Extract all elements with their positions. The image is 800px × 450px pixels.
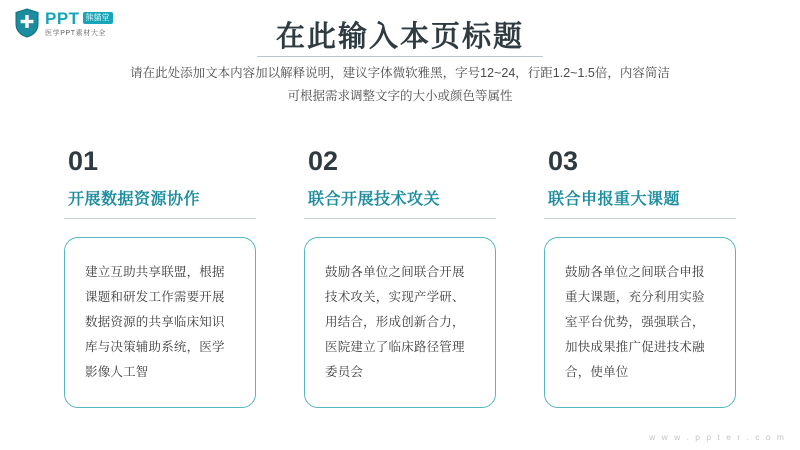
- column-body-text: 建立互助共享联盟，根据课题和研发工作需要开展数据资源的共享临床知识库与决策辅助系统，医学影像人工智: [85, 265, 225, 379]
- column-body-text: 鼓励各单位之间联合申报重大课题，充分利用实验室平台优势，强强联合，加快成果推广促进技术融合，使单位: [565, 265, 705, 379]
- page-title: 在此输入本页标题: [275, 21, 524, 53]
- column-02: [304, 148, 496, 408]
- column-number: 03: [548, 146, 579, 176]
- footer-watermark: w w w . p p t e r . c o m: [649, 432, 786, 442]
- column-divider: [304, 218, 496, 219]
- column-body-text: 鼓励各单位之间联合开展技术攻关，实现产学研、用结合，形成创新合力，医院建立了临床路径管理委员会: [325, 265, 465, 379]
- column-heading: 开展数据资源协作: [68, 191, 201, 208]
- column-card: [544, 237, 736, 408]
- column-card: [64, 237, 256, 408]
- column-divider: [64, 218, 256, 219]
- title-divider: [257, 56, 543, 57]
- page-subtitle: [0, 62, 800, 108]
- logo-brand-text: PPT: [45, 8, 80, 28]
- content-columns: [0, 148, 800, 408]
- logo-badge: 熊貓堂: [83, 12, 113, 24]
- column-divider: [544, 218, 736, 219]
- column-03: [544, 148, 736, 408]
- logo-tagline: 医学PPT素材大全: [45, 29, 107, 37]
- column-heading: 联合开展技术攻关: [308, 191, 441, 208]
- subtitle-line-2: 可根据需求调整文字的大小或颜色等属性: [287, 89, 513, 104]
- column-heading: 联合申报重大课题: [548, 191, 681, 208]
- column-number: 02: [308, 146, 339, 176]
- subtitle-line-1: 请在此处添加文本内容加以解释说明，建议字体微软雅黑，字号12~24，行距1.2~1.5倍，内容简洁: [130, 66, 670, 80]
- column-01: [64, 148, 256, 408]
- column-card: [304, 237, 496, 408]
- column-number: 01: [68, 146, 99, 176]
